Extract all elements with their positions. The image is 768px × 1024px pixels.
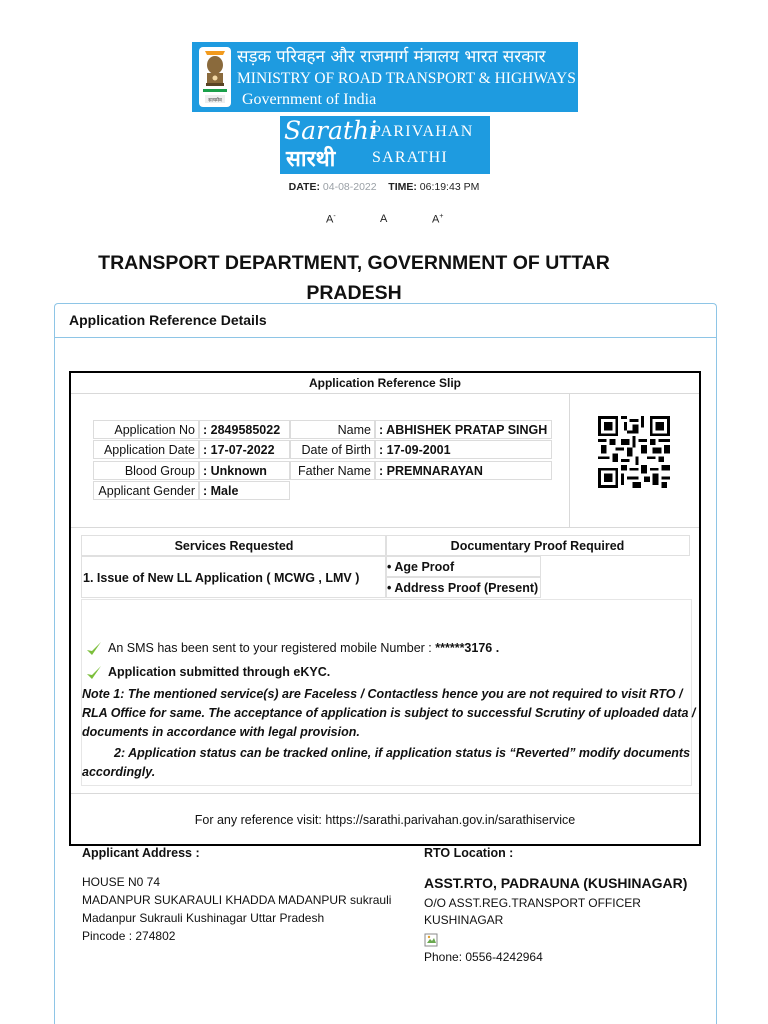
font-increase-button[interactable]: A+: [432, 213, 444, 226]
rto-location-label: RTO Location :: [424, 846, 514, 860]
page-title: TRANSPORT DEPARTMENT, GOVERNMENT OF UTTAR PRADESH: [98, 252, 610, 304]
note-2-line-2: accordingly.: [82, 765, 156, 779]
government-title: Government of India: [242, 91, 377, 108]
father-name-label: Father Name: [290, 461, 376, 480]
broken-image-icon: [424, 933, 438, 947]
date-value: 04-08-2022: [322, 181, 377, 193]
father-name-value: : PREMNARAYAN: [374, 461, 552, 480]
rto-office-line-2: KUSHINAGAR: [424, 913, 504, 927]
application-date-value: : 17-07-2022: [198, 440, 290, 459]
gender-label: Applicant Gender: [93, 481, 200, 500]
rto-name: ASST.RTO, PADRAUNA (KUSHINAGAR): [424, 875, 688, 891]
section-divider: [71, 527, 699, 528]
sarathi-sarathi-text: SARATHI: [372, 149, 448, 166]
sarathi-script-english: Sarathi: [284, 116, 378, 145]
address-line-3: Madanpur Sukrauli Kushinagar Uttar Pradesh: [82, 911, 325, 925]
application-reference-slip: [69, 371, 701, 846]
sms-notice: An SMS has been sent to your registered mobile Number : ******3176 .: [108, 641, 500, 655]
note-1-line-2: RLA Office for same. The acceptance of application is subject to successful Scrutiny of uploaded data /: [82, 706, 696, 720]
qr-code-icon: [598, 416, 670, 488]
proof-item-age: • Age Proof: [385, 556, 541, 577]
documentary-proof-header: Documentary Proof Required: [385, 535, 690, 556]
sarathi-script-hindi: सारथी: [286, 147, 336, 172]
rto-office-line-1: O/O ASST.REG.TRANSPORT OFFICER: [424, 896, 641, 910]
rto-phone: Phone: 0556-4242964: [424, 950, 543, 964]
font-decrease-button[interactable]: A-: [326, 213, 336, 226]
dob-label: Date of Birth: [290, 440, 376, 459]
applicant-address-label: Applicant Address :: [82, 846, 200, 860]
slip-title: Application Reference Slip: [308, 376, 462, 390]
application-no-label: Application No: [93, 420, 200, 439]
ministry-title: MINISTRY OF ROAD TRANSPORT & HIGHWAYS: [237, 70, 576, 87]
national-emblem-icon: [197, 45, 233, 109]
address-line-1: HOUSE N0 74: [82, 875, 161, 889]
name-value: : ABHISHEK PRATAP SINGH: [374, 420, 552, 439]
blood-group-label: Blood Group: [93, 461, 200, 480]
card-title: Application Reference Details: [69, 312, 267, 328]
application-no-value: : 2849585022: [198, 420, 290, 439]
application-date-label: Application Date: [93, 440, 200, 459]
address-pincode: Pincode : 274802: [82, 929, 176, 943]
note-1-line-3: documents in accordance with legal provision.: [82, 725, 360, 739]
ministry-banner: [192, 42, 578, 112]
qr-code-cell: [569, 394, 700, 527]
masked-mobile-number: ******3176 .: [435, 641, 500, 655]
proof-item-address: • Address Proof (Present): [385, 577, 541, 598]
note-1-line-1: Note 1: The mentioned service(s) are Faceless / Contactless hence you are not required to visit RTO /: [82, 687, 683, 701]
date-label: DATE:: [288, 181, 320, 193]
checkmark-icon: [85, 664, 103, 682]
blood-group-value: : Unknown: [198, 461, 290, 480]
ministry-hindi-title: सड़क परिवहन और राजमार्ग मंत्रालय भारत सरकार: [237, 47, 546, 67]
note-2-line-1: 2: Application status can be tracked online, if application status is “Reverted” modify documents: [114, 746, 691, 760]
gender-value: : Male: [198, 481, 290, 500]
section-divider: [71, 793, 699, 794]
service-item: 1. Issue of New LL Application ( MCWG , LMV ): [81, 556, 387, 598]
sarathi-logo: [280, 116, 490, 174]
reference-url-text: For any reference visit: https://sarathi.parivahan.gov.in/sarathiservice: [194, 813, 576, 827]
checkmark-icon: [85, 640, 103, 658]
time-label: TIME:: [388, 181, 417, 193]
svg-text:सत्यमेव: सत्यमेव: [208, 97, 222, 104]
dob-value: : 17-09-2001: [374, 440, 552, 459]
sarathi-parivahan-text: PARIVAHAN: [372, 123, 474, 140]
card-header: [55, 304, 716, 338]
notes-panel: [81, 599, 696, 786]
name-label: Name: [290, 420, 376, 439]
time-value: 06:19:43 PM: [419, 181, 480, 193]
ekyc-notice: Application submitted through eKYC.: [108, 665, 331, 679]
date-time-bar: [0, 181, 768, 193]
services-requested-header: Services Requested: [81, 535, 387, 556]
font-normal-button[interactable]: A: [380, 213, 388, 225]
address-line-2: MADANPUR SUKARAULI KHADDA MADANPUR sukrauli: [82, 893, 392, 907]
